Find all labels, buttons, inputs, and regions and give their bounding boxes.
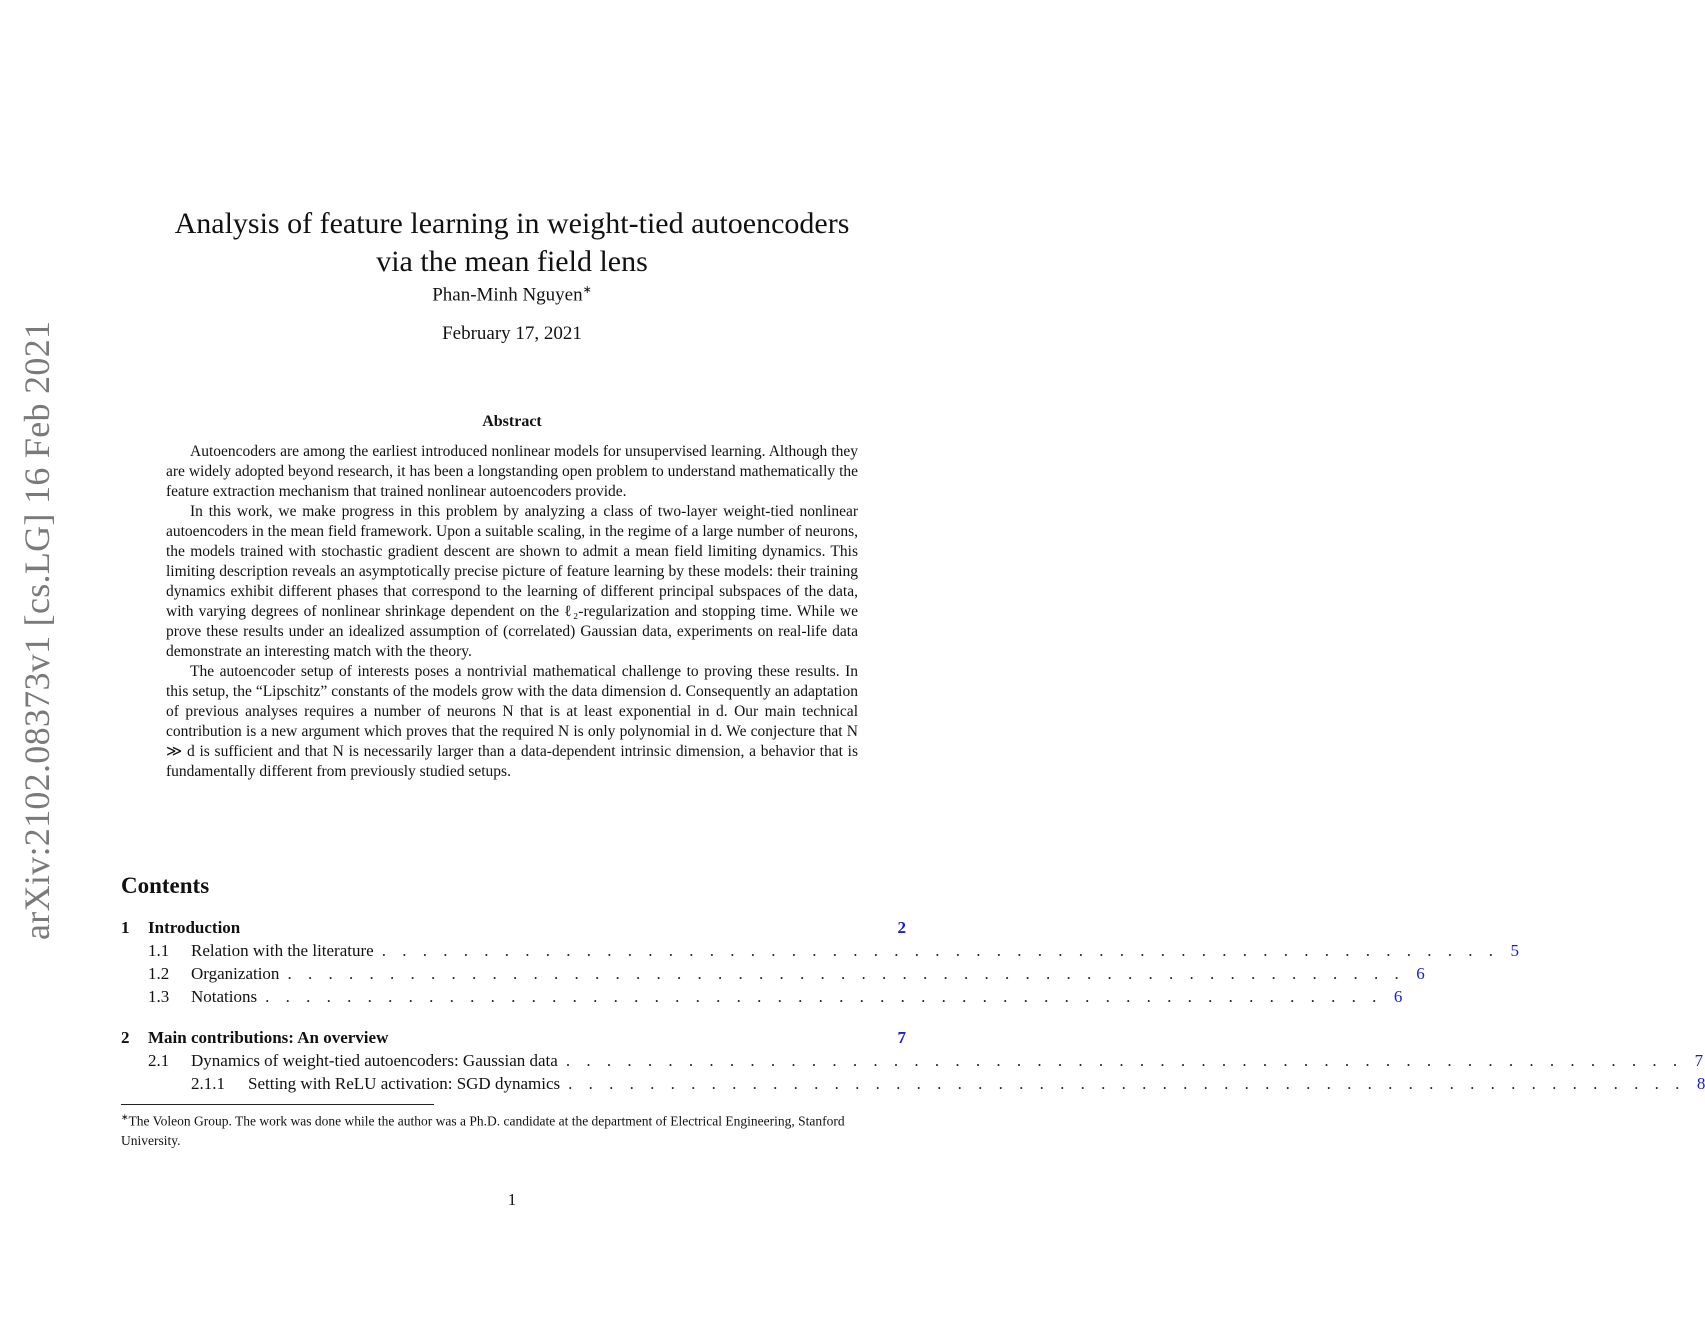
abstract-heading: Abstract — [482, 413, 542, 430]
toc-page-link[interactable]: 6 — [1416, 964, 1425, 983]
abstract-paragraph: Autoencoders are among the earliest introduced nonlinear models for unsupervised learning. Although they are widely adopted beyond research, it has been a longstanding open problem to understand mathematically the feature extraction mechanism that trained nonlinear autoencoders provide. — [166, 443, 858, 500]
footnote-text: The Voleon Group. The work was done while the author was a Ph.D. candidate at the department of Electrical Engineering, Stanford University. — [121, 1113, 845, 1148]
toc-label: Main contributions: An overview — [148, 1028, 389, 1047]
author-name: Phan-Minh Nguyen — [432, 284, 583, 306]
toc-section-main-contributions[interactable] — [121, 1028, 906, 1051]
toc-leader-dots: . . . . . . . . . . . . . . . . . . . . . . . . . . . . . . . . . . . . . . . . . . . . . . . . . . . . . . . — [381, 941, 1499, 960]
toc-subsubsection-relu-sgd[interactable] — [121, 1074, 1705, 1097]
toc-number: 2.1 — [148, 1051, 170, 1070]
toc-number: 1.2 — [148, 964, 170, 983]
footnote-divider — [121, 1104, 434, 1105]
toc-page-link[interactable]: 7 — [1694, 1051, 1704, 1070]
title-line-1: Analysis of feature learning in weight-tied autoencoders — [174, 207, 850, 241]
footnote — [121, 1108, 906, 1150]
toc-page-link[interactable]: 7 — [897, 1028, 906, 1047]
toc-subsection-dynamics-gaussian[interactable] — [121, 1051, 1704, 1074]
toc-leader-dots: . . . . . . . . . . . . . . . . . . . . . . . . . . . . . . . . . . . . . . . . . . . . . . . . . . . . . . . — [568, 1074, 1686, 1093]
toc-number: 1 — [121, 918, 130, 937]
toc-leader-dots: . . . . . . . . . . . . . . . . . . . . . . . . . . . . . . . . . . . . . . . . . . . . . . . . . . . . . . . — [565, 1051, 1684, 1070]
toc-page-link[interactable]: 5 — [1510, 941, 1519, 960]
toc-number: 1.3 — [148, 987, 170, 1006]
toc-subsection-organization[interactable] — [121, 964, 1425, 987]
arxiv-identifier-stamp: arXiv:2102.08373v1 [cs.LG] 16 Feb 2021 — [17, 320, 57, 940]
toc-page-link[interactable]: 2 — [897, 918, 906, 937]
toc-number: 2 — [121, 1028, 130, 1047]
abstract-paragraph: The autoencoder setup of interests poses a nontrivial mathematical challenge to proving these results. In this setup, the “Lipschitz” constants of the models grow with the data dimension d. Consequently an adaptation of previous analyses requires a number of neurons N that is at least exponential in d. Our main technical contribution is a new argument which proves that the required N is only polynomial in d. We conjecture that N ≫ d is sufficient and that N is necessarily larger than a data-dependent intrinsic dimension, a behavior that is fundamentally different from previously studied setups. — [166, 663, 858, 780]
abstract-body — [166, 442, 858, 782]
abstract-paragraph: In this work, we make progress in this problem by analyzing a class of two-layer weight-tied nonlinear autoencoders in the mean field framework. Upon a suitable scaling, in the regime of a large number of neurons, the models trained with stochastic gradient descent are shown to admit a mean field limiting dynamics. This limiting description reveals an asymptotically precise picture of feature learning by these models: their training dynamics exhibit different phases that correspond to the learning of different principal subspaces of the data, with varying degrees of nonlinear shrinkage dependent on the ℓ₂-regularization and stopping time. While we prove these results under an idealized assumption of (correlated) Gaussian data, experiments on real-life data demonstrate an interesting match with the theory. — [166, 503, 858, 660]
author-footnote-mark[interactable]: ∗ — [582, 284, 592, 296]
toc-page-link[interactable]: 8 — [1696, 1074, 1705, 1093]
toc-leader-dots: . . . . . . . . . . . . . . . . . . . . . . . . . . . . . . . . . . . . . . . . . . . . . . . . . . . . . . . — [287, 964, 1405, 983]
paper-title — [0, 205, 1024, 281]
table-of-contents — [121, 918, 1705, 1097]
toc-page-link[interactable]: 6 — [1393, 987, 1403, 1006]
page-number: 1 — [507, 1190, 517, 1209]
toc-number: 2.1.1 — [191, 1074, 225, 1093]
toc-label: Relation with the literature — [191, 941, 374, 960]
toc-label: Dynamics of weight-tied autoencoders: Gaussian data — [191, 1051, 558, 1070]
toc-label: Introduction — [148, 918, 241, 937]
toc-section-introduction[interactable] — [121, 918, 906, 941]
publication-date: February 17, 2021 — [442, 323, 582, 344]
toc-subsection-notations[interactable] — [121, 987, 1403, 1010]
toc-label: Setting with ReLU activation: SGD dynamics — [248, 1074, 561, 1093]
title-line-2: via the mean field lens — [376, 245, 648, 279]
footnote-mark: ∗ — [121, 1112, 129, 1122]
author — [0, 283, 1024, 306]
toc-number: 1.1 — [148, 941, 170, 960]
toc-label: Notations — [191, 987, 258, 1006]
toc-subsection-relation-literature[interactable] — [121, 941, 1519, 964]
contents-heading: Contents — [121, 873, 210, 898]
toc-label: Organization — [191, 964, 280, 983]
toc-leader-dots: . . . . . . . . . . . . . . . . . . . . . . . . . . . . . . . . . . . . . . . . . . . . . . . . . . . . . . . — [265, 987, 1383, 1006]
